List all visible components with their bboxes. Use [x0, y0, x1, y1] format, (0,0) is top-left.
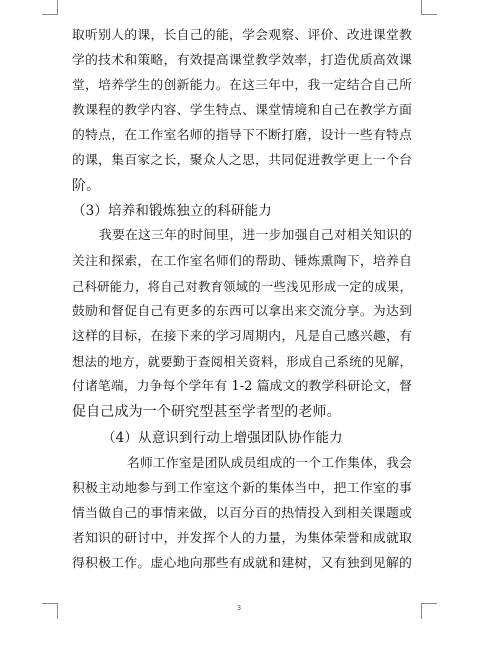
- crop-mark-top-left: [57, 0, 58, 14]
- text-line: 积极主动地参与到工作室这个新的集体当中，把工作室的事: [72, 481, 412, 496]
- crop-mark-top-right: [421, 14, 437, 15]
- section-heading: （4）从意识到行动上增强团队协作能力: [102, 430, 343, 446]
- text-line: 教课程的教学内容、学生特点、课堂情境和自己在教学方面: [72, 103, 412, 118]
- text-line: 阶。: [72, 178, 101, 194]
- text-line: 取听别人的课，长自己的能，学会观察、评价、改进课堂教: [72, 28, 412, 43]
- text-line: 名师工作室是团队成员组成的一个工作集体，我会: [127, 456, 412, 471]
- text-line: 我要在这三年的时间里，进一步加强自己对相关知识的: [99, 228, 412, 243]
- text-line: 得积极工作。虚心地向那些有成就和建树，又有独到见解的: [72, 556, 412, 571]
- text-line: 想法的地方，就要勤于查阅相关资料，形成自己系统的见解，: [72, 355, 412, 369]
- text-line: 学的技术和策略，有效提高课堂教学效率，打造优质高效课: [72, 53, 412, 68]
- crop-mark-top-right: [421, 0, 422, 14]
- text-line: 这样的目标，在接下来的学习周期内，凡是自己感兴趣，有: [72, 329, 412, 344]
- text-line: 者知识的研讨中，并发挥个人的力量，为集体荣誉和成就取: [72, 531, 412, 546]
- text-line: 促自己成为一个研究型甚至学者型的老师。: [72, 404, 341, 420]
- crop-mark-top-left: [42, 14, 58, 15]
- text-line: 情当做自己的事情来做，以百分百的热情投入到相关课题或: [72, 506, 412, 521]
- text-line: 的课，集百家之长，聚众人之思，共同促进教学更上一个台: [72, 153, 412, 168]
- text-line: 付诸笔端，力争每个学年有 1-2 篇成文的教学科研论文，督: [72, 379, 412, 394]
- text-line: 关注和探索，在工作室名师们的帮助、锤炼熏陶下，培养自: [72, 254, 412, 269]
- text-line: 的特点，在工作室名师的指导下不断打磨，设计一些有特点: [72, 128, 412, 143]
- section-heading: （3）培养和锻炼独立的科研能力: [72, 203, 272, 219]
- text-line: 鼓励和督促自己有更多的东西可以拿出来交流分享。为达到: [72, 304, 412, 319]
- text-line: 己科研能力，将自己对教育领域的一些浅见形成一定的成果，: [72, 280, 412, 294]
- text-line: 堂，培养学生的创新能力。在这三年中，我一定结合自己所: [72, 78, 412, 93]
- page-number: 3: [236, 604, 242, 612]
